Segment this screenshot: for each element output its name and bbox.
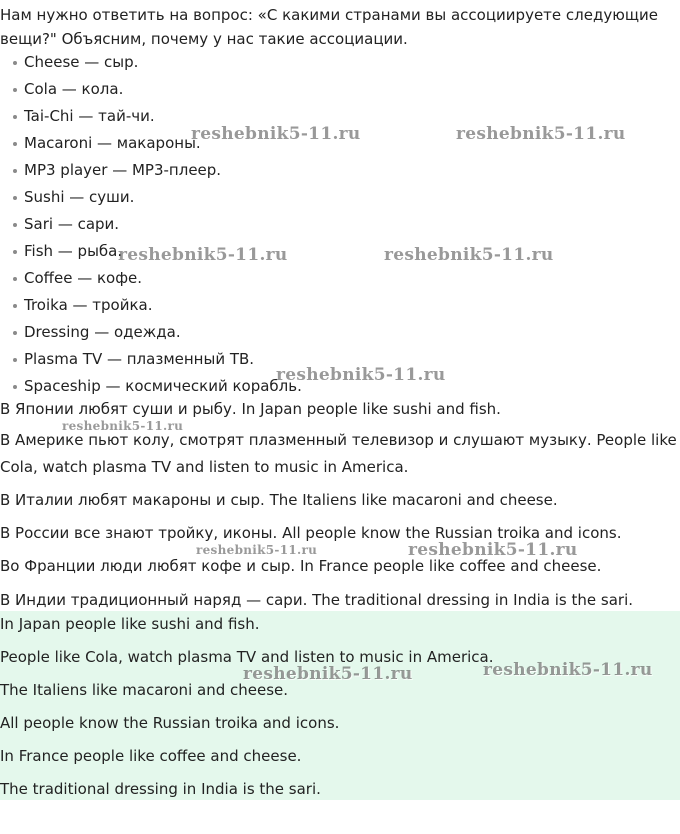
list-item: Dressing — одежда. bbox=[0, 319, 302, 346]
watermark: reshebnik5-11.ru bbox=[456, 124, 626, 144]
bullet-icon bbox=[13, 196, 17, 200]
paragraph-russia: В России все знают тройку, иконы. All people know the Russian troika and icons. bbox=[0, 524, 622, 542]
paragraph-italy: В Италии любят макароны и сыр. The Italiens like macaroni and cheese. bbox=[0, 491, 558, 509]
watermark: reshebnik5-11.ru bbox=[191, 124, 361, 144]
paragraph-france: Во Франции люди любят кофе и сыр. In France people like coffee and cheese. bbox=[0, 557, 602, 575]
bullet-icon bbox=[13, 250, 17, 254]
answer-line: The traditional dressing in India is the sari. bbox=[0, 780, 321, 798]
bullet-icon bbox=[13, 223, 17, 227]
answer-line: In Japan people like sushi and fish. bbox=[0, 615, 260, 633]
list-item: Sushi — суши. bbox=[0, 184, 302, 211]
bullet-icon bbox=[13, 304, 17, 308]
watermark: reshebnik5-11.ru bbox=[408, 540, 578, 560]
paragraph-india: В Индии традиционный наряд — сари. The traditional dressing in India is the sari. bbox=[0, 591, 634, 609]
bullet-icon bbox=[13, 277, 17, 281]
bullet-icon bbox=[13, 358, 17, 362]
watermark: reshebnik5-11.ru bbox=[276, 365, 446, 385]
list-item: Macaroni — макароны. bbox=[0, 130, 302, 157]
bullet-icon bbox=[13, 88, 17, 92]
paragraph-japan: В Японии любят суши и рыбу. In Japan people like sushi and fish. bbox=[0, 400, 501, 418]
answer-line: The Italiens like macaroni and cheese. bbox=[0, 681, 289, 699]
bullet-icon bbox=[13, 61, 17, 65]
list-item: Tai-Chi — тай-чи. bbox=[0, 103, 302, 130]
answer-line: In France people like coffee and cheese. bbox=[0, 747, 302, 765]
list-item: Plasma TV — плазменный ТВ. bbox=[0, 346, 302, 373]
watermark: reshebnik5-11.ru bbox=[196, 543, 318, 557]
association-list bbox=[0, 49, 302, 400]
watermark: reshebnik5-11.ru bbox=[62, 419, 184, 433]
bullet-icon bbox=[13, 169, 17, 173]
watermark: reshebnik5-11.ru bbox=[483, 660, 653, 680]
watermark: reshebnik5-11.ru bbox=[384, 245, 554, 265]
answer-block bbox=[0, 611, 680, 800]
intro-text: Нам нужно ответить на вопрос: «С какими странами вы ассоциируете следующие вещи?" Объясним, почему у нас такие ассоциации. bbox=[0, 6, 658, 48]
list-item: Cheese — сыр. bbox=[0, 49, 302, 76]
watermark: reshebnik5-11.ru bbox=[243, 664, 413, 684]
bullet-icon bbox=[13, 331, 17, 335]
list-item: Cola — кола. bbox=[0, 76, 302, 103]
list-item: Sari — сари. bbox=[0, 211, 302, 238]
answer-line: All people know the Russian troika and icons. bbox=[0, 714, 340, 732]
list-item: Coffee — кофе. bbox=[0, 265, 302, 292]
answer-line: People like Cola, watch plasma TV and listen to music in America. bbox=[0, 648, 494, 666]
list-item: Troika — тройка. bbox=[0, 292, 302, 319]
watermark: reshebnik5-11.ru bbox=[118, 245, 288, 265]
bullet-icon bbox=[13, 385, 17, 389]
list-item: Spaceship — космический корабль. bbox=[0, 373, 302, 400]
bullet-icon bbox=[13, 115, 17, 119]
list-item: MP3 player — MP3-плеер. bbox=[0, 157, 302, 184]
paragraph-america: В Америке пьют колу, смотрят плазменный телевизор и слушают музыку. People like Cola, watch plasma TV and listen to music in America. bbox=[0, 431, 677, 476]
bullet-icon bbox=[13, 142, 17, 146]
list-item: Fish — рыба. bbox=[0, 238, 302, 265]
